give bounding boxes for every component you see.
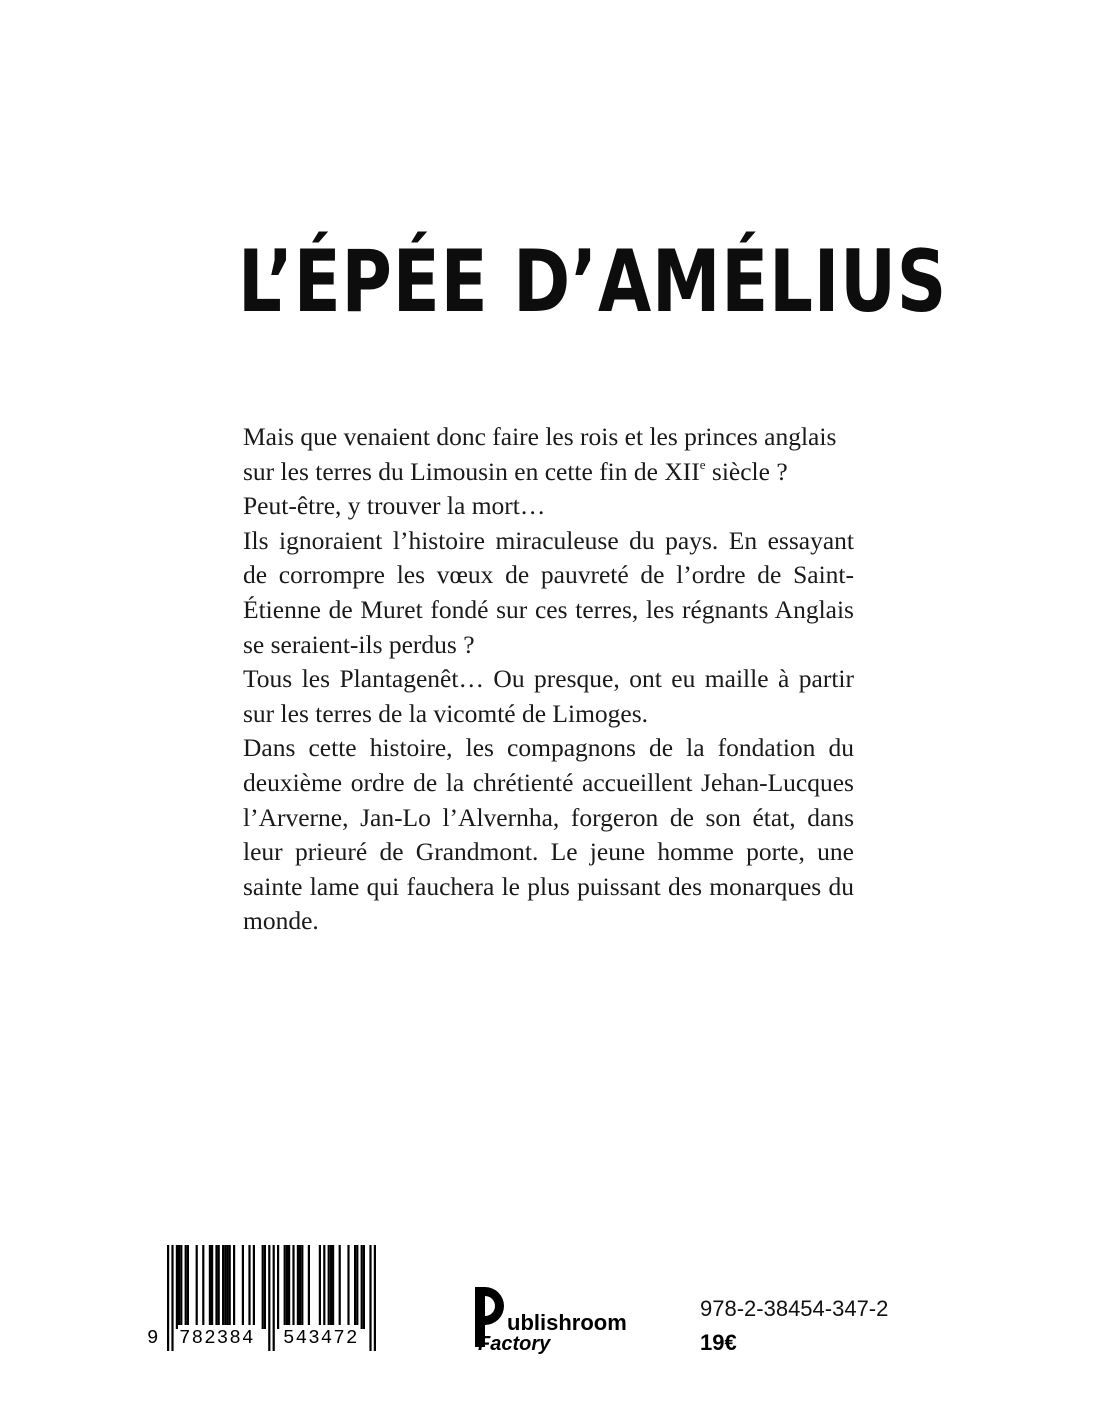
barcode-bar xyxy=(185,1245,187,1329)
barcode-left-group: 782384 xyxy=(179,1327,255,1349)
barcode-bar xyxy=(286,1245,288,1329)
barcode-bar xyxy=(277,1245,279,1329)
blurb-paragraph-5: Dans cette histoire, les compagnons de la fondation du deuxième ordre de la chrétienté accueillent Jehan-Lucques l’Arverne, Jan-Lo l’Alvernha, forgeron de son état, dans leur prieuré de Grandmont. Le jeune homme porte, une sainte lame qui fauchera le plus puissant des monarques du monde. xyxy=(243,733,854,936)
book-title: L’ÉPÉE D’AMÉLIUS xyxy=(238,232,948,332)
barcode-bar xyxy=(347,1245,349,1329)
blurb-paragraph-1-text: Mais que venaient donc faire les rois et les princes anglais sur les terres du Limousin en cette fin de XII xyxy=(243,422,837,486)
barcode-bar xyxy=(361,1245,363,1329)
back-cover-blurb xyxy=(243,420,854,939)
isbn-number: 978-2-38454-347-2 xyxy=(700,1296,889,1321)
century-superscript: e xyxy=(699,456,706,472)
barcode-bar xyxy=(323,1245,325,1329)
barcode-bar xyxy=(330,1245,332,1329)
isbn-barcode xyxy=(145,1245,381,1357)
barcode-bar xyxy=(363,1245,365,1329)
barcode-bar xyxy=(226,1245,228,1329)
barcode-bar xyxy=(264,1245,266,1329)
publisher-logo xyxy=(470,1284,627,1374)
blurb-paragraph-2: Peut-être, y trouver la mort… xyxy=(243,491,546,521)
barcode-bar xyxy=(301,1245,303,1329)
barcode-bar xyxy=(253,1245,255,1329)
blurb-paragraph-4: Tous les Plantagenêt… Ou presque, ont eu maille à partir sur les terres de la vicomté de Limoges. xyxy=(243,664,854,728)
price: 19€ xyxy=(700,1330,737,1355)
barcode-bar xyxy=(292,1245,294,1329)
barcode-first-digit: 9 xyxy=(147,1327,159,1349)
barcode-bar xyxy=(187,1245,189,1329)
logo-wordmark-bottom: Factory xyxy=(478,1333,551,1355)
blurb-paragraph-1-end: siècle ? xyxy=(705,456,788,486)
barcode-digits xyxy=(145,1325,381,1351)
barcode-bar xyxy=(229,1245,231,1329)
barcode-bar xyxy=(211,1245,213,1329)
blurb-paragraph-3: Ils ignoraient l’histoire miraculeuse du pays. En essayant de corrompre les vœux de pauvreté de l’ordre de Saint-Étienne de Muret fondé sur ces terres, les régnants Anglais se seraient-ils perdus ? xyxy=(243,525,854,659)
barcode-bar xyxy=(297,1245,299,1329)
barcode-bar xyxy=(354,1245,356,1329)
barcode-bar xyxy=(328,1245,330,1329)
barcode-bar xyxy=(233,1245,235,1329)
logo-p-bowl xyxy=(478,1287,504,1325)
barcode-bar xyxy=(242,1245,244,1329)
barcode-bar xyxy=(262,1245,264,1329)
barcode-bar xyxy=(202,1245,204,1329)
barcode-bar xyxy=(332,1245,334,1329)
barcode-bar xyxy=(248,1245,250,1329)
blurb-paragraph-1 xyxy=(243,420,854,489)
barcode-bar xyxy=(176,1245,178,1329)
barcode-bar xyxy=(222,1245,224,1329)
logo-wordmark-top: ublishroom xyxy=(507,1310,627,1335)
barcode-right-group: 543472 xyxy=(283,1327,359,1349)
barcode-bar xyxy=(288,1245,290,1329)
barcode-bar xyxy=(178,1245,180,1329)
barcode-bar xyxy=(299,1245,301,1329)
barcode-bar xyxy=(215,1245,217,1329)
barcode-bar xyxy=(356,1245,358,1329)
barcode-bar xyxy=(319,1245,321,1329)
barcode-bar xyxy=(224,1245,226,1329)
barcode-bar xyxy=(196,1245,198,1329)
barcode-bar xyxy=(308,1245,310,1329)
barcode-bar xyxy=(339,1245,341,1329)
barcode-bar xyxy=(209,1245,211,1329)
barcode-bar xyxy=(180,1245,182,1329)
barcode-bar xyxy=(284,1245,286,1329)
barcode-bar xyxy=(218,1245,220,1329)
